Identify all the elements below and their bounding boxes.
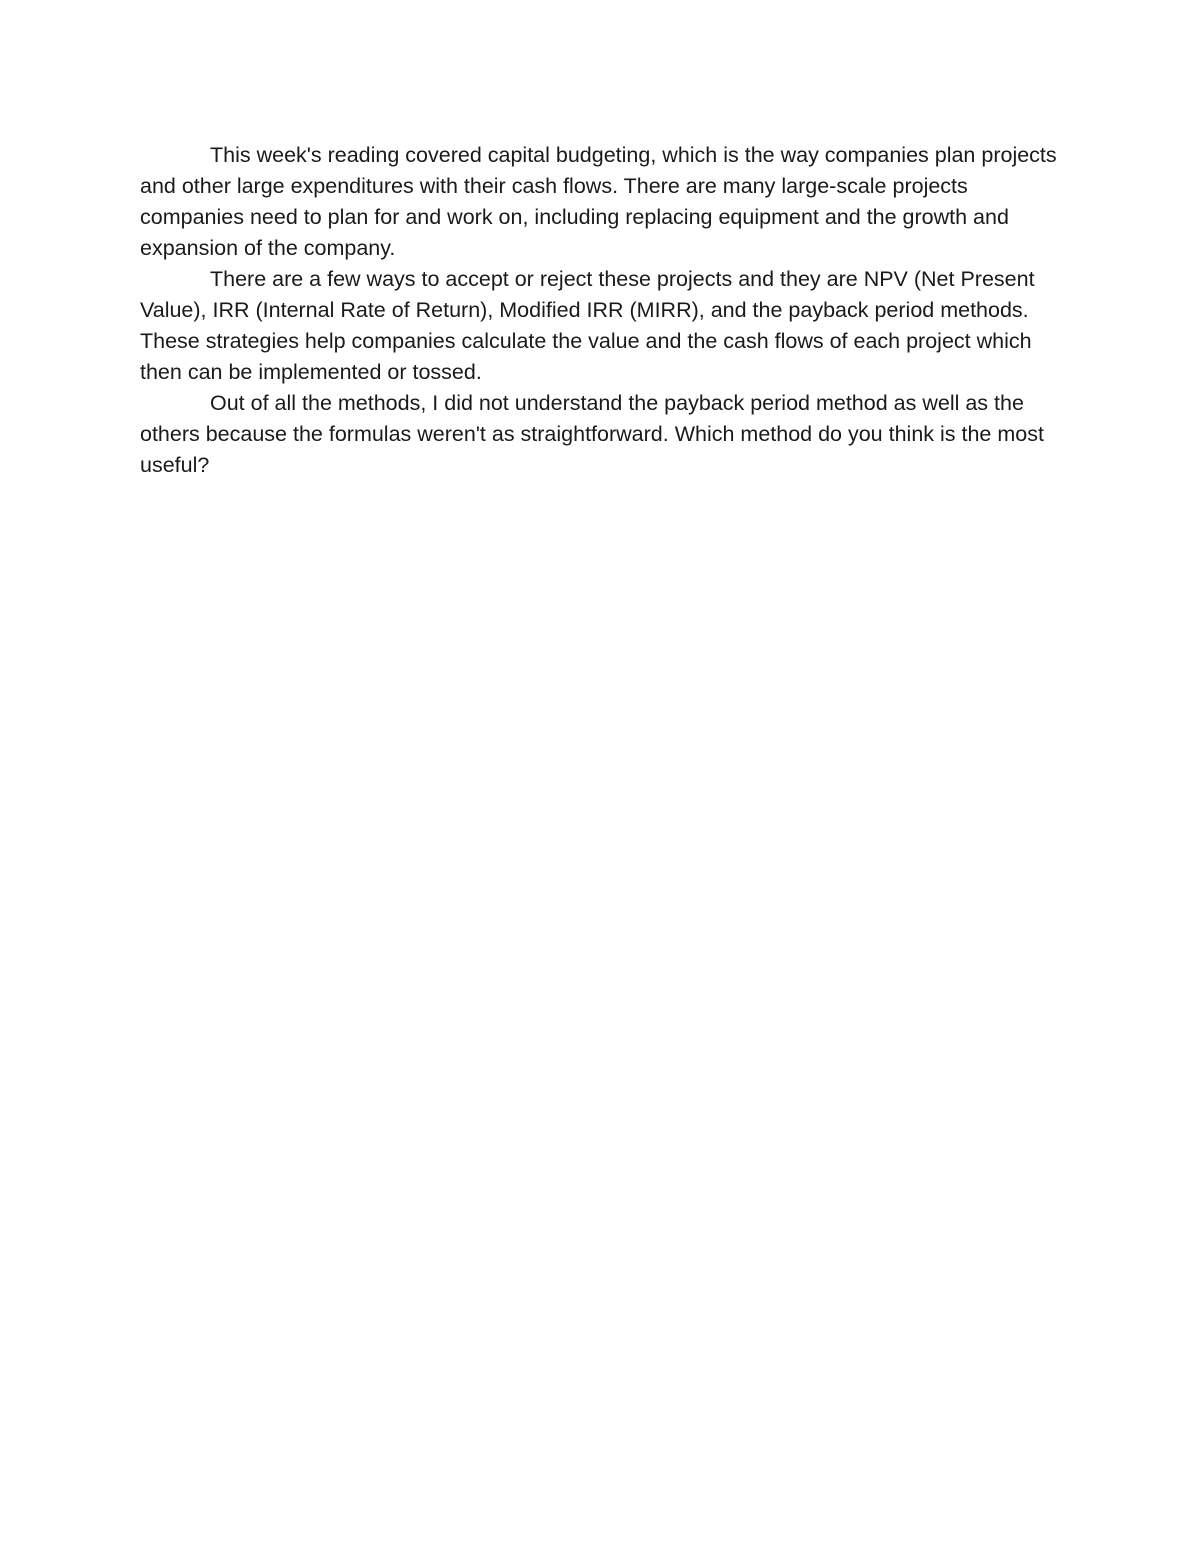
paragraph-question: Out of all the methods, I did not understand the payback period method as well as the others because the formulas weren't as straightforward. Which method do you think is the most useful? (140, 391, 1044, 477)
paragraph-methods: There are a few ways to accept or reject these projects and they are NPV (Net Present Value), IRR (Internal Rate of Return), Modified IRR (MIRR), and the payback period methods. These strategies help companies calculate the value and the cash flows of each project which then can be implemented or tossed. (140, 267, 1035, 384)
document-body (140, 140, 1065, 481)
paragraph-capital-budgeting: This week's reading covered capital budgeting, which is the way companies plan projects and other large expenditures with their cash flows. There are many large-scale projects companies need to plan for and work on, including replacing equipment and the growth and expansion of the company. (140, 143, 1057, 260)
